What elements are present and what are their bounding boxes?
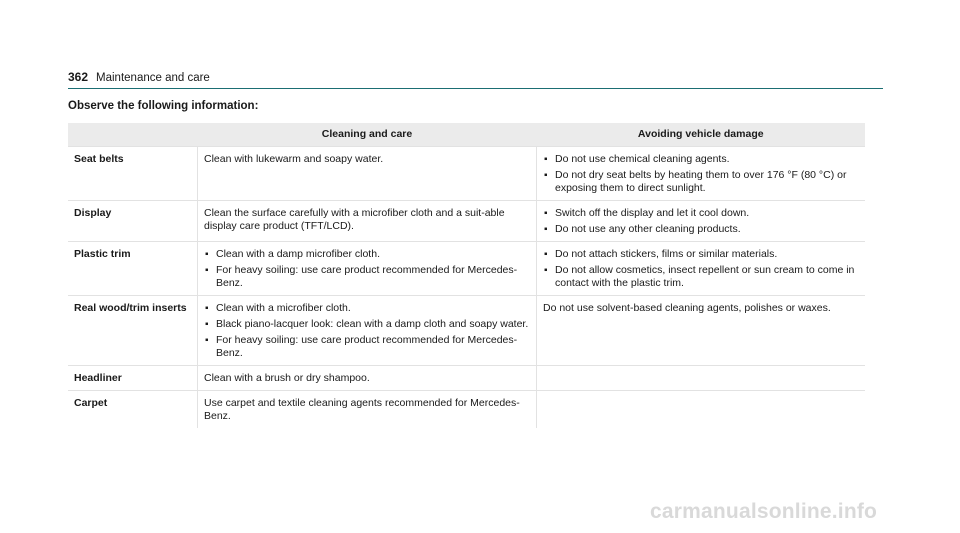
- bullet-item: ▪ Clean with a damp microfiber cloth.: [204, 248, 530, 261]
- table-body: [68, 147, 865, 429]
- row-label: Plastic trim: [68, 242, 198, 296]
- page-header: [68, 70, 210, 84]
- row-label: Carpet: [68, 391, 198, 429]
- cell-text: Clean the surface carefully with a microfiber cloth and a suit-able display care product (TFT/LCD).: [204, 207, 505, 232]
- bullet-list: [204, 248, 530, 290]
- cell-text: Do not use solvent-based cleaning agents, polishes or waxes.: [543, 302, 831, 314]
- avoid-cell: [537, 296, 866, 366]
- column-header-avoiding: Avoiding vehicle damage: [537, 123, 866, 147]
- bullet-item: ▪ Black piano-lacquer look: clean with a damp cloth and soapy water.: [204, 318, 530, 331]
- table-row: [68, 391, 865, 429]
- cleaning-cell: [198, 366, 537, 391]
- cell-text: Clean with lukewarm and soapy water.: [204, 153, 384, 165]
- watermark: carmanualsonline.info: [650, 500, 878, 523]
- cell-text: Clean with a brush or dry shampoo.: [204, 372, 370, 384]
- bullet-list: [204, 302, 530, 360]
- page-number: 362: [68, 70, 89, 84]
- section-title: Maintenance and care: [96, 72, 210, 84]
- row-label: Seat belts: [68, 147, 198, 201]
- avoid-cell: [537, 147, 866, 201]
- bullet-list: [543, 248, 859, 290]
- bullet-list: [543, 207, 859, 236]
- cleaning-cell: [198, 147, 537, 201]
- row-label: Headliner: [68, 366, 198, 391]
- column-header-cleaning: Cleaning and care: [198, 123, 537, 147]
- bullet-item: ▪ Do not allow cosmetics, insect repellent or sun cream to come in contact with the plastic trim.: [543, 264, 859, 290]
- row-label: Display: [68, 201, 198, 242]
- table-row: [68, 147, 865, 201]
- table-row: [68, 201, 865, 242]
- table-row: [68, 296, 865, 366]
- bullet-item: ▪ Do not use any other cleaning products.: [543, 223, 859, 236]
- care-table: [68, 123, 865, 428]
- avoid-cell: [537, 201, 866, 242]
- bullet-item: ▪ Switch off the display and let it cool down.: [543, 207, 859, 220]
- bullet-item: ▪ For heavy soiling: use care product recommended for Mercedes-Benz.: [204, 264, 530, 290]
- intro-text: Observe the following information:: [68, 100, 259, 112]
- bullet-item: ▪ Do not dry seat belts by heating them to over 176 °F (80 °C) or exposing them to direct sunlight.: [543, 169, 859, 195]
- table-row: [68, 366, 865, 391]
- bullet-item: ▪ Do not attach stickers, films or similar materials.: [543, 248, 859, 261]
- bullet-list: [543, 153, 859, 195]
- cleaning-cell: [198, 201, 537, 242]
- row-label: Real wood/trim inserts: [68, 296, 198, 366]
- bullet-item: ▪ Do not use chemical cleaning agents.: [543, 153, 859, 166]
- avoid-cell: [537, 242, 866, 296]
- header-rule: [68, 88, 883, 89]
- bullet-item: ▪ Clean with a microfiber cloth.: [204, 302, 530, 315]
- table-row: [68, 242, 865, 296]
- cleaning-cell: [198, 242, 537, 296]
- avoid-cell: [537, 391, 866, 429]
- bullet-item: ▪ For heavy soiling: use care product recommended for Mercedes-Benz.: [204, 334, 530, 360]
- column-header: [68, 123, 198, 147]
- avoid-cell: [537, 366, 866, 391]
- cleaning-cell: [198, 391, 537, 429]
- cell-text: Use carpet and textile cleaning agents recommended for Mercedes-Benz.: [204, 397, 520, 422]
- table-header-row: [68, 123, 865, 147]
- cleaning-cell: [198, 296, 537, 366]
